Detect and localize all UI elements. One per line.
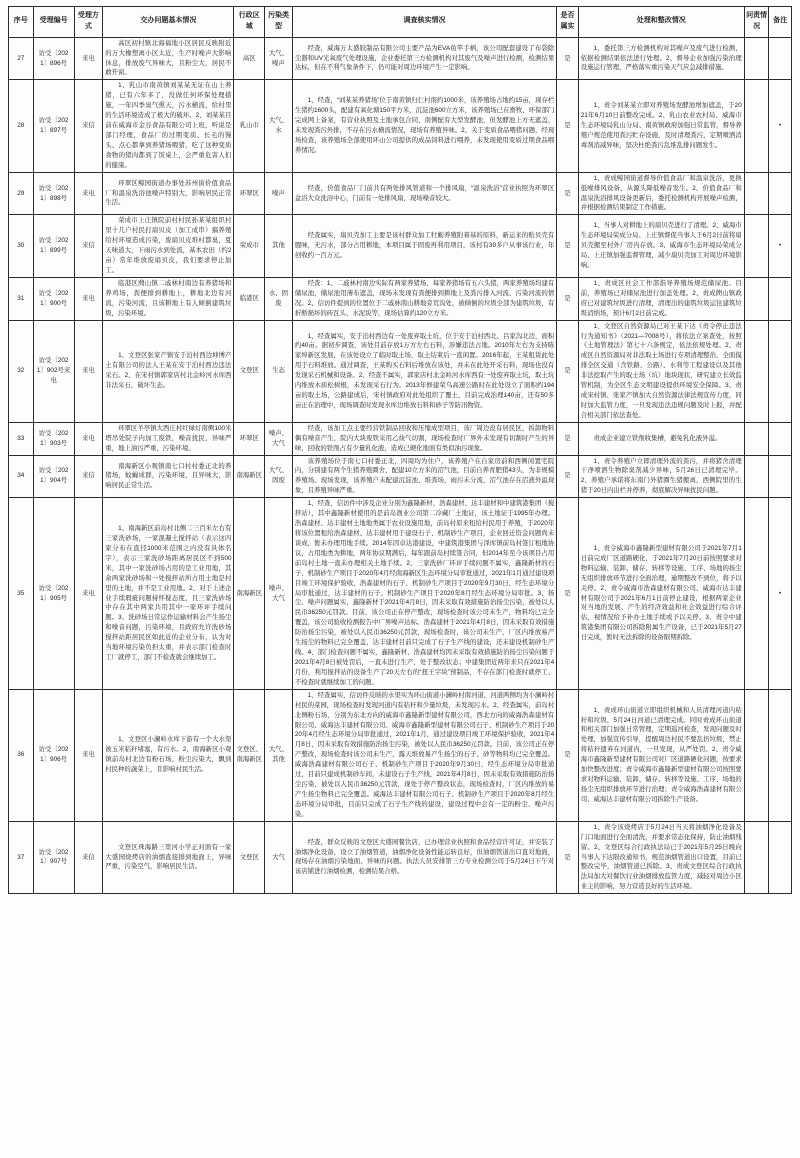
- cell-acceptance-method: 来信: [74, 80, 103, 172]
- cell-acceptance-number: 访受〔2021〕897号: [33, 80, 74, 172]
- cell-investigation: 经查：1、二戚林村南边实际有两家养猪场，每家养猪场有五六头猪，两家养殖场均建有储尿池，储尿池用薄布遮盖，现场未发现有粪便排到耕地上及粪污排入河流、污染河流的情况。2、信访件提到的位置位于二戚林南山耕地旁荒沟处，被倾倒的垃圾全部为建筑垃圾，有折断损坏的砖瓦头、水泥块等，现场估算约120立方米。: [292, 277, 556, 320]
- col-investigation: 调查核实情况: [292, 7, 556, 38]
- table-body: [9, 37, 792, 894]
- table-row: [9, 455, 792, 498]
- cell-accountability: [744, 172, 769, 215]
- cell-handling: 责成企业建立铁削收集槽，避免乳化液外溢。: [578, 422, 744, 455]
- cell-handling: 1、文登区自然资源局已对王某下达《责令停止违法行为通知书》（2021—7008号），将依法立案查处，按照《土地管理法》第七十六条规定，依法依规处理。2、责成区自然资源局对非法取土场进行专项清理整治，全面摸排全区交通（含铁路、公路）、水利等工程建设以及其他非法挖取产生的取土场（坑）地块现状，研究建立长效监管机制，为全区生态文明建设提供环境安全保障。3、责成宋村镇、张家产镇加大自然资源法律法规宣传力度，同时加大监管力度，一旦发现违法违规问题及时上报，并配合相关部门依法查处。: [578, 320, 744, 422]
- cell-seq: 28: [9, 80, 34, 172]
- table-row: [9, 320, 792, 422]
- col-accountability: 问责情况: [744, 7, 769, 38]
- cell-seq: 27: [9, 37, 34, 80]
- header-row: [9, 7, 792, 38]
- cell-investigation: 经查，该加工点主要经营铁制品回收和压缩成型项目，该厂周边没有居民区，拆卸物料偶有噪音产生，院内大块废铁采用乙炔气切割，现场检查时厂界外未发现有切割时产生的异味，回收的铁削占有少量乳化液，造成已硬化地面有类似油污现象。: [292, 422, 556, 455]
- cell-problem: 1、文登区张家产镇安于泊村西边坤博产土有限公司的法人王某在安于泊村西边违法采石。2、在宋村镇郭家店村北金岭河水库西非法采石，破坏生态。: [103, 320, 234, 422]
- cell-accountability: [744, 498, 769, 690]
- cell-acceptance-number: 访受〔2021〕904号: [33, 455, 74, 498]
- cell-pollution-type: 生态: [265, 320, 293, 422]
- table-row: [9, 498, 792, 690]
- cell-acceptance-method: 来电: [74, 172, 103, 215]
- cell-acceptance-number: 访受〔2021〕898号: [33, 172, 74, 215]
- col-handling: 处理和整改情况: [578, 7, 744, 38]
- cell-region: 文登区: [234, 821, 265, 893]
- cell-region: 环翠区: [234, 422, 265, 455]
- cell-region: 临港区: [234, 277, 265, 320]
- cell-acceptance-number: 访受〔2021〕900号: [33, 277, 74, 320]
- cell-acceptance-method: 来信: [74, 821, 103, 893]
- cell-investigation: 经查，群众反映的文登区大盛园餐饮店，已办理营业执照和食品经营许可证，并安装了油烟净化设备，设立了油烟管道，油烟净化设备性能运转良好，但油烟管道出口直对地面，现场存在油烟污染地面、异味的问题。执法人员安排第三方专业检测公司于5月24日下午对该店铺进行油烟检测，检测结果合格。: [292, 821, 556, 893]
- cell-acceptance-method: 来信: [74, 215, 103, 278]
- cell-acceptance-number: 访受〔2021〕902号来电: [33, 320, 74, 422]
- cell-accountability: [744, 821, 769, 893]
- cell-seq: 32: [9, 320, 34, 422]
- cell-acceptance-number: 访受〔2021〕896号: [33, 37, 74, 80]
- cell-handling: 1、责成鲸园街道督导价值食品厂和温泉洗浴，更换低噪排风设备，从源头降低噪音发生。2、价值食品厂和温泉洗浴排风设备更新后，委托检测机构开展噪声检测，并根据检测结果制定工作措施。: [578, 172, 744, 215]
- cell-investigation: 1、经查属实，安于泊村西边有一处废弃取土坑，位于安于泊村西北、吕家沟北边，面积约40亩。据初步调查，该处目前存放1万方左右石料，涉嫌违法占地。2010年左右为支持陈家埠新区发展，在该处设立了临时取土场，取土结束后一直闲置。2016年起，王某租赁此处用于石料堆放。通过调查，王某购买石料后堆放在该处，并未在此处开采石料，现场也没有发现采石机械和设备。2、经查不属实，郭家店村北金岭河水库西有一处废弃取土坑，取土坑内堆放木质松树根，未发现采石行为。2013年修建荣乌高速公路时在此处设立了面积约194亩的取土场，公路建成后，宋村镇政府对此处组织了覆土，目前完成治理140亩，还有50多亩正在治理中，现场调查时发现水库边堆放石料和砂子等防汛物资。: [292, 320, 556, 422]
- cell-accountability: [744, 277, 769, 320]
- cell-handling: 1、责成区社会工作部指导养殖场规范储尿池。目前，养殖场已对储尿池进行加盖处理。2、责成蔄山镇政府已对建筑垃圾进行清理，清理出的建筑垃圾运往建筑垃圾消纳场，预计6月2日前完成。: [578, 277, 744, 320]
- cell-verified: 是: [557, 320, 579, 422]
- cell-handling: 1、当事人对耕地上的扇贝壳进行了清理。2、威海市生态环境局荣成分局、上庄镇督促当事人于6月2日前将扇贝壳搬至村外厂房内存放。3、威海市生态环境局荣成分局、上庄镇加强监督管理，减少扇贝壳加工对周边环境影响。: [578, 215, 744, 278]
- cell-verified: 是: [557, 422, 579, 455]
- cell-seq: 34: [9, 455, 34, 498]
- cell-problem: 环翠区羊亭镇大西庄村红绿灯南侧100米塔吊处院子内加工废铁，噪音扰民，异味严重，地上油污严重，污染环境。: [103, 422, 234, 455]
- cell-problem: 1、南海新区前岛村北侧二三百米左右有三家洗砂场，一家混凝土搅拌站（表示这四家分布在直径1000米范围之内没有具体名字），表示三家洗砂场距离居民区不到500米，其中一家洗砂场占用的是工业用地，其余两家洗砂场和一处搅拌站所占用土地是村里的土地，并不是工业用地。2、对于上述企业手续瑕疵问题持怀疑态度，且三家洗砂场中存在其中两家共用其中一家环评手续问题。3、洗砂场日常运作运输材料会产生扬尘和噪音问题，污染环境，且政府允许洗砂场搅拌站距居民区如此近的企业分布，认为对当地环境污染负担太重，并表示部门检查时工厂就停工，部门不检查就会继续加工。: [103, 498, 234, 690]
- cell-region: 文登区、南海新区: [234, 689, 265, 821]
- cell-investigation: 经查，价值食品厂门前共有两处排风管道和一个排风扇，“温泉洗浴”营业执照为环翠区盆浴大众洗浴中心，门前有一处排风扇，现场噪音较大。: [292, 172, 556, 215]
- cell-handling: 1、责令刘某某立即对养殖场发酵池增加遮盖，于2021年6月10日前整改完成。2、乳山农业农村局、威海市生态环境局乳山分局、南黄镇政府加强日常监管，督导养殖户规范使用粪污贮存设施，及时清理粪污，定期喷洒消毒剂消减异味，坚决杜绝粪污乱堆乱排问题发生。: [578, 80, 744, 172]
- cell-acceptance-method: 来电: [74, 37, 103, 80]
- cell-pollution-type: 噪声、大气: [265, 422, 293, 455]
- col-seq: 序号: [9, 7, 34, 38]
- cell-remark: •: [769, 80, 792, 172]
- cell-accountability: [744, 215, 769, 278]
- cell-handling: 1、责令养殖户立即清理外流的粪污，并将猪舍清理干净喷洒生物除臭剂减少异味，5月26日已清理完毕。2、养殖户承诺将东南门外猪圈生猪搬离，西侧院里的生猪于20日内出栏并停养，彻底解决异味扰民问题。: [578, 455, 744, 498]
- cell-region: 环翠区: [234, 172, 265, 215]
- cell-accountability: [744, 422, 769, 455]
- cell-seq: 33: [9, 422, 34, 455]
- cell-problem: 南海新区小观镇南七口村村委正北的养猪场，蚊蝇成群，污染环境，且异味大，影响居民正常生活。: [103, 455, 234, 498]
- cell-investigation: 1、经查，“刘某某养猪场”位于南黄镇归仁村南约1000米，该养殖场占地约15亩，现存栏生猪约1600头，配建有氧化塘150平方米，沉淀池600立方米，该养殖场已在畜牧、环保部门完成网上备案，有营业执照及土地承包合同，南侧配有大型发酵池，但发酵池上方无遮盖，未发现粪污外排，不存在污水横流情况，现场有养殖异味。2、关于变质食品喂猪问题，经现场检查，该养殖场全部使用环山公司提供的成品饲料进行喂养，未发现使用变质过期食品喂养情况。: [292, 80, 556, 172]
- cell-investigation: 经查属实，扇贝壳加工主要是该村群众加工牡蛎养殖附着基的原料，新运来的贻贝壳有腥味，无污水，部分占用耕地，本项目属于固废再利用项目，该村有30多户从事该行业，年创收约一百万元。: [292, 215, 556, 278]
- cell-acceptance-method: 来信: [74, 455, 103, 498]
- cell-remark: [769, 689, 792, 821]
- cell-problem: 高区初村镇北海福地小区居民反映附近的万大橡塑离小区太近，生产时噪声大影响休息，排放废气异味大，且粉尘大，居民不敢开窗。: [103, 37, 234, 80]
- cell-pollution-type: 其他: [265, 215, 293, 278]
- col-problem: 交办问题基本情况: [103, 7, 234, 38]
- col-remark: 备注: [769, 7, 792, 38]
- cell-pollution-type: 大气、噪声: [265, 37, 293, 80]
- table-row: [9, 80, 792, 172]
- cell-acceptance-number: 访受〔2021〕906号: [33, 689, 74, 821]
- cell-pollution-type: 大气、其他: [265, 689, 293, 821]
- cell-verified: 是: [557, 821, 579, 893]
- col-acceptance-number: 受理编号: [33, 7, 74, 38]
- cell-acceptance-method: 来电: [74, 498, 103, 690]
- cell-remark: [769, 821, 792, 893]
- cell-acceptance-method: 来电: [74, 422, 103, 455]
- cell-verified: 是: [557, 37, 579, 80]
- cell-remark: •: [769, 215, 792, 278]
- cell-pollution-type: 水、固废: [265, 277, 293, 320]
- cell-pollution-type: 噪声: [265, 172, 293, 215]
- cell-accountability: [744, 320, 769, 422]
- cell-problem: 1、文登区小澜岭水库下游有一个大水渠被玉米秸秆堵塞，有污水。2、南海新区小观镇前岛村北边有粉石场，粉尘污染大，飘到村民种的蔬菜上，且影响村民生活。: [103, 689, 234, 821]
- cell-remark: •: [769, 498, 792, 690]
- cell-accountability: [744, 37, 769, 80]
- cell-investigation: 该养殖场位于南七口村委正北，四周均为住户，该养殖户在自家房前和西侧闲置宅院内，分别建有两个生猪养殖圈舍，配建10立方米的沼气池，目前自养育肥猪43头，为非规模养殖场。现场发现，该养殖户未配建沉淀池、堆粪场，雨污未分流，沼气池存在沼液外溢现象，且养殖异味严重。: [292, 455, 556, 498]
- cell-investigation: 经查，威海万太盛胶制品有限公司主要产品为EVA鱼竿手柄，该公司配套建设了布袋除尘器和UV光氧废气处理设施，企业委托第三方检测机构对其废气及噪声进行检测，检测结果达标，但在不利气象条件下，仍可能对周边环境产生一定影响。: [292, 37, 556, 80]
- cell-problem: 1、乳山市南黄镇刘某某无证在山上养猪，已有六年多了，没做任何环保处理措施，一年四季臭气熏天，污水横流，给村里的生活环境造成了极大的破坏。2、刘某某目前在威海市金谷食品有限公司上班，听说是部门经理，食品厂的过期变质、长毛的馒头、点心都拿到养猪场喂猪，吃了这种变质食物的猪肉都到了饭桌上，会严重危害人们的健康。: [103, 80, 234, 172]
- cell-handling: 1、委托第三方检测机构对其噪声及废气进行检测，依据检测结果依法进行处理。2、督导企业加强污染治理设施运行管理，严格落实重污染天气应急减排措施。: [578, 37, 744, 80]
- cell-acceptance-number: 访受〔2021〕903号: [33, 422, 74, 455]
- cell-handling: 1、责成环山街道立即组织机械和人员清理河道内秸秆和垃圾，5月24日河道已清理完成。同时责成环山街道和相关部门加强日常管理，定期巡河检查，发现问题及时处理，加强宣传引导，提醒周边村民不要乱扔垃圾，禁止将秸秆遗弃在河道内，一旦发现，从严处罚。2、责令威海市鑫隆新型建材有限公司对厂区道路硬化问题，按要求加快整改进度；责令威海市鑫隆新型建材有限公司按照要求对物料运输、装卸、储存、转移等设施、工序、场地的扬尘无组织排放环节进行治理；责令威海浩森建材有限公司、威海达丰建材有限公司拆除生产设备。: [578, 689, 744, 821]
- cell-region: 南海新区: [234, 455, 265, 498]
- cell-remark: [769, 422, 792, 455]
- cell-seq: 35: [9, 498, 34, 690]
- cell-pollution-type: 大气、固废: [265, 455, 293, 498]
- cell-seq: 30: [9, 215, 34, 278]
- cell-remark: [769, 455, 792, 498]
- cell-verified: 是: [557, 215, 579, 278]
- cell-remark: [769, 277, 792, 320]
- cell-pollution-type: 大气、水: [265, 80, 293, 172]
- cell-acceptance-method: 来电: [74, 689, 103, 821]
- col-acceptance-method: 受理方式: [74, 7, 103, 38]
- cell-region: 南海新区: [234, 498, 265, 690]
- cell-region: 高区: [234, 37, 265, 80]
- cell-seq: 29: [9, 172, 34, 215]
- cell-verified: 是: [557, 498, 579, 690]
- cell-verified: 是: [557, 277, 579, 320]
- cell-problem: 环翠区鲸园街道办事处苏州街价值食品厂和温泉洗浴池噪声特别大，影响居民正常生活。: [103, 172, 234, 215]
- cell-problem: 荣成市上庄镇院前村村民孙某某组织村里十几户村民打扇贝皮（加工成串）搞养殖给村环境造成污染，废扇贝皮堆村都臭，夏天味道大，下雨污水到处流，基本农田（约2亩）常年堆放废扇贝皮，我们要求停止加工。: [103, 215, 234, 278]
- col-pollution-type: 污染类型: [265, 7, 293, 38]
- cell-handling: 1、责令该烧烤店于5月24日当天将油烟净化设备及门口地面进行全面清洗，并要求常态化保持，防止油烟残留。2、文登区综合行政执法局已于2021年5月25日晚向当事人下达限改通知书，规范油烟管道出口设置，目前已整改完毕，油烟管道已拆除。3、责成文登区综合行政执法局加大对餐饮行业油烟排放监管力度，减轻对周边小区业主的影响，努力营造良好的生活环境。: [578, 821, 744, 893]
- table-row: [9, 821, 792, 893]
- cell-pollution-type: 噪声、大气: [265, 498, 293, 690]
- cell-region: 荣成市: [234, 215, 265, 278]
- cell-remark: [769, 320, 792, 422]
- cell-investigation: 1、经查属实，信访件反映的水渠实为环山街道小澜岭村南河道，河道两侧均为小澜岭村村民的菜园，现场检查时发现河道内有秸秆和少量垃圾，未发现污水。2、经查属实，前岛村北侧粉石场，分别为东北方向的威海市鑫隆新型建材有限公司，西北方向的威海浩森建材有限公司、威海达丰建材有限公司。威海市鑫隆新型建材有限公司石子、机制砂生产项目于2020年4月经生态环境分局审批通过，2021年1月，通过建设项目竣工环境保护验收，2021年4月8日，因未采取有效措施防治扬尘污染，被处以人民币36250元罚款。目前，该公司正在停产整改，现场检查时该公司未生产，露天堆放易产生扬尘的石子、砂等物料均已完全覆盖。威海浩森建材有限公司石子、机制砂生产项目于2020年9月30日，经生态环境分局审批通过，目前只建成机制砂车间，未建设石子生产线，2021年4月8日，因未采取有效措施防治扬尘污染，被处以人民币36250元罚款，现处于停产整改状态，现场检查时，厂区内堆放的易产生扬尘物料已完全覆盖。威海达丰建材有限公司石子、机制砂生产项目于2020年8月经生态环境分局审批，目前只完成了石子生产线的建设，建设过程中会有一定的粉尘、噪声污染。: [292, 689, 556, 821]
- table-row: [9, 215, 792, 278]
- cell-verified: 是: [557, 455, 579, 498]
- complaints-table: [8, 6, 792, 894]
- cell-verified: 是: [557, 80, 579, 172]
- cell-pollution-type: 大气: [265, 821, 293, 893]
- table-header: [9, 7, 792, 38]
- cell-acceptance-number: 访受〔2021〕907号: [33, 821, 74, 893]
- table-row: [9, 37, 792, 80]
- cell-region: 乳山市: [234, 80, 265, 172]
- cell-verified: 是: [557, 172, 579, 215]
- col-verified: 是否属实: [557, 7, 579, 38]
- cell-accountability: [744, 689, 769, 821]
- cell-acceptance-number: 访受〔2021〕905号: [33, 498, 74, 690]
- cell-accountability: [744, 455, 769, 498]
- table-row: [9, 689, 792, 821]
- cell-seq: 37: [9, 821, 34, 893]
- cell-problem: 文登区珠海路三里河小学正对面有一家大盛园烧烤店的油烟直接排到地面上，异味严重，污染空气，影响居民生活。: [103, 821, 234, 893]
- cell-remark: [769, 37, 792, 80]
- table-row: [9, 277, 792, 320]
- cell-seq: 36: [9, 689, 34, 821]
- cell-verified: 是: [557, 689, 579, 821]
- cell-accountability: [744, 80, 769, 172]
- cell-investigation: 1、经查，信访件中涉及企业分别为鑫隆新材、浩森建材、达丰建材和中建筑港集团（搅拌站），其中鑫隆新材使用的是前岛渔业公司第二冷藏厂土地证，该土地证于1995年办理。浩森建材、达丰建材土地地类属于农业设施用地，前岛村原来租给村民用于养殖，于2020年将该位置租给浩森建材、达丰建材用于建设石子、机制砂生产项目，企业回迁资金问题尚未谈成，暂未办理用地手续。2014年因卓达港建设，中建筑港集团与泽库镇前岛村签订租地协议，占用地类为耕地，两年协议期满后，每年跟前岛村续签合同，但2014年至今该项目占用前岛村土地一直未办理相关土地手续。2、三家洗砂厂环评手续问题不属实，鑫隆新材的石子、机制砂生产项目于2020年4月经南海新区生态环境分局审批通过，2021年1月通过建设项目竣工环境保护验收，浩森建材的石子、机制砂生产项目于2020年9月30日，经生态环境分局审批通过，达丰建材的石子、机制砂生产项目于2020年8月经生态环境分局审批。3、扬尘、噪声问题属实，鑫隆新材于2021年4月8日，因未采取有效措施防治扬尘污染，被处以人民币36250元罚款。目前，该公司正在停产整改，现场检查时该公司未生产，物料均已完全覆盖，该公司验收检测报告中厂界噪声达标。浩森建材于2021年4月8日，因未采取有效措施防治扬尘污染，被处以人民币36250元罚款，现场检查时，该公司未生产，厂区内堆放易产生扬尘的物料已完全覆盖，达丰建材目前只完成了石子生产线的建设，还未建设机制砂生产线。4、部门检查问题不属实，鑫隆新材、浩森建材均因未采取有效措施防治扬尘污染问题于2021年4月8日被处罚后，一直未进行生产，处于整改状态；中建集团近两年来只在2021年4月份，利用搅拌站的设备生产了20天左右的“扭王字块”预制品，不存在部门检查时就停工、不检查时就继续加工的问题。: [292, 498, 556, 690]
- cell-region: 文登区: [234, 320, 265, 422]
- table-row: [9, 172, 792, 215]
- cell-problem: 临港区蔄山镇二戚林村南边有养猪场和养鸡场，粪便排到耕地上，耕地北边有河流，污染河流，且该耕地上有人倾倒建筑垃圾，污染环境。: [103, 277, 234, 320]
- cell-acceptance-number: 访受〔2021〕899号: [33, 215, 74, 278]
- cell-seq: 31: [9, 277, 34, 320]
- cell-acceptance-method: 来电: [74, 320, 103, 422]
- table-row: [9, 422, 792, 455]
- cell-remark: [769, 172, 792, 215]
- cell-handling: 1、责令威海市鑫隆新型建材有限公司于2021年7月1日前完成厂区道路硬化，于2021年7月20日前按照要求对物料运输、装卸、储存、转移等设施、工序、场地的扬尘无组织排放环节进行全面治理，逾期整改不到位，将予以关停。2、责令威海市浩森建材有限公司、威海市达丰建材有限公司于2021年6月1日前停止建设，根据两家企业对当地的发展、产生的经济效益和社会效益进行综合评估，视情况给予补办土地手续或予以关停。3、责令中建筑港集团有限公司拆除附属生产设备，已于2021年5月27日完成，暂时无法拆除的设备限期拆除。: [578, 498, 744, 690]
- cell-acceptance-method: 来电: [74, 277, 103, 320]
- col-region: 行政区域: [234, 7, 265, 38]
